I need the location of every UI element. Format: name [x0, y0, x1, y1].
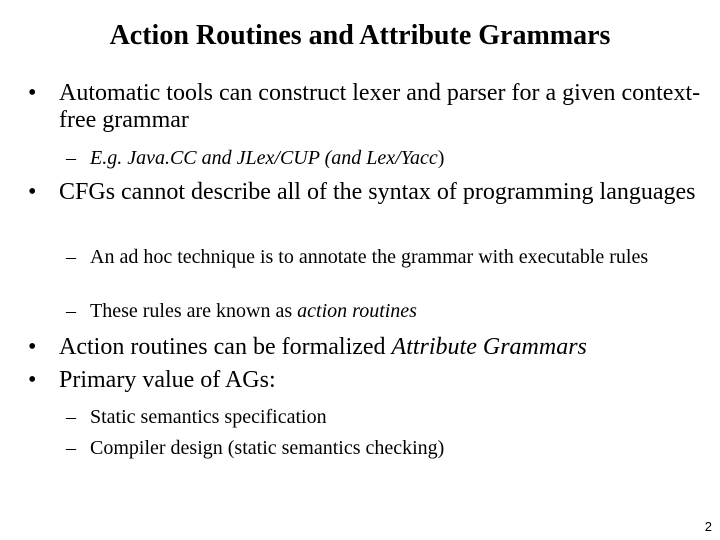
- sub-bullet-item-static-semantics: [66, 406, 716, 428]
- dash-marker: –: [66, 147, 76, 169]
- examples-closing-paren: ): [437, 147, 445, 169]
- bullet-text: Automatic tools can construct lexer and parser for a given context-free grammar: [59, 80, 701, 133]
- bullet-text-italic: Attribute Grammars: [391, 334, 587, 360]
- dash-marker: –: [66, 406, 76, 428]
- sub-bullet-item-examples: [66, 147, 716, 169]
- bullet-item-formalized: [28, 334, 718, 361]
- page-number: 2: [704, 519, 712, 534]
- bullet-item-primary-value: [28, 367, 718, 394]
- bullet-text: CFGs cannot describe all of the syntax of programming languages: [59, 179, 696, 205]
- dash-marker: –: [66, 246, 76, 268]
- examples-italic-text: E.g. Java.CC and JLex/CUP (and Lex/Yacc: [90, 147, 438, 169]
- sub-bullet-item-action-routines: [66, 300, 716, 322]
- sub-bullet-item-compiler-design: [66, 437, 716, 459]
- sub-bullet-item-ad-hoc: [66, 246, 716, 268]
- bullet-marker: •: [28, 334, 37, 360]
- sub-bullet-text: [90, 147, 716, 169]
- bullet-item-cfgs: [28, 179, 718, 206]
- sub-bullet-text: Compiler design (static semantics checking): [90, 437, 445, 459]
- dash-marker: –: [66, 437, 76, 459]
- sub-bullet-text-italic: action routines: [297, 300, 417, 322]
- bullet-text: Primary value of AGs:: [59, 367, 276, 393]
- bullet-text: [59, 334, 718, 361]
- bullet-item-automatic-tools: [28, 80, 718, 134]
- dash-marker: –: [66, 300, 76, 322]
- bullet-text-plain: Action routines can be formalized: [59, 334, 392, 360]
- sub-bullet-text: [90, 300, 716, 322]
- bullet-marker: •: [28, 179, 37, 205]
- slide-title: Action Routines and Attribute Grammars: [109, 20, 611, 51]
- bullet-marker: •: [28, 367, 37, 393]
- sub-bullet-text: An ad hoc technique is to annotate the grammar with executable rules: [90, 246, 649, 268]
- bullet-marker: •: [28, 80, 37, 106]
- sub-bullet-text: Static semantics specification: [90, 406, 327, 428]
- sub-bullet-text-plain: These rules are known as: [90, 300, 298, 322]
